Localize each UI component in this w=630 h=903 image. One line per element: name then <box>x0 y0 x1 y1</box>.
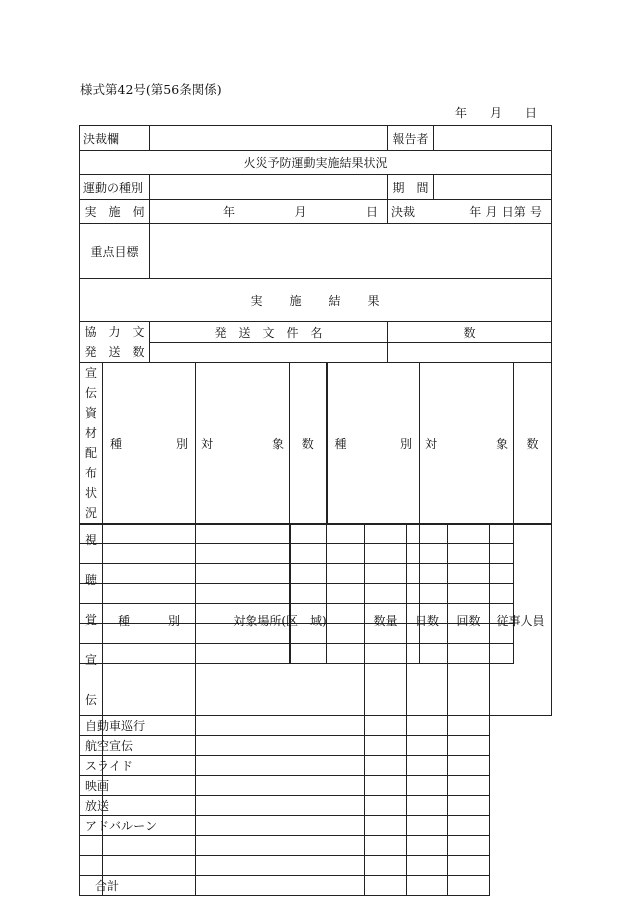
av-cell[interactable] <box>103 776 196 796</box>
av-cell[interactable] <box>407 716 448 736</box>
audiovisual-table <box>79 524 552 896</box>
period-label: 期 間 <box>388 175 434 200</box>
av-type-cell: ス ラ イ ド <box>80 756 103 776</box>
av-total-cell[interactable] <box>196 876 365 896</box>
av-total-cell[interactable] <box>448 876 490 896</box>
decision-date-field[interactable] <box>388 200 552 224</box>
av-type-cell: 映 画 <box>80 776 103 796</box>
av-cell[interactable] <box>448 796 490 816</box>
av-staff-header: 従事人員 <box>490 525 552 716</box>
reporter-label: 報告者 <box>388 126 434 151</box>
av-row <box>80 836 552 856</box>
av-cell[interactable] <box>448 736 490 756</box>
materials-side-label: 宣 伝 資 材 配 布 状 況 <box>80 363 103 524</box>
campaign-type-field[interactable] <box>150 175 388 200</box>
av-cell[interactable] <box>407 856 448 876</box>
approval-field[interactable] <box>150 126 388 151</box>
campaign-type-label: 運動の種別 <box>80 175 150 200</box>
av-row <box>80 756 552 776</box>
av-row <box>80 776 552 796</box>
focus-label: 重点目標 <box>80 224 150 279</box>
approval-label: 決裁欄 <box>80 126 150 151</box>
av-row <box>80 816 552 836</box>
count-header-2: 数 <box>514 363 552 524</box>
doc-name-field[interactable] <box>150 343 388 363</box>
av-type-cell <box>80 836 103 856</box>
date-month: 月 <box>490 106 503 120</box>
focus-field[interactable] <box>150 224 552 279</box>
av-cell[interactable] <box>365 816 407 836</box>
av-cell[interactable] <box>448 816 490 836</box>
av-cell[interactable] <box>365 756 407 776</box>
av-cell[interactable] <box>407 776 448 796</box>
av-cell[interactable] <box>103 856 196 876</box>
type-header-2: 種 別 <box>327 363 420 524</box>
av-row <box>80 716 552 736</box>
av-cell[interactable] <box>365 796 407 816</box>
av-total-cell[interactable] <box>407 876 448 896</box>
reporter-field[interactable] <box>434 126 552 151</box>
av-cell[interactable] <box>448 836 490 856</box>
av-cell[interactable] <box>365 776 407 796</box>
av-cell[interactable] <box>196 856 365 876</box>
av-row <box>80 736 552 756</box>
av-cell[interactable] <box>407 736 448 756</box>
av-times-header: 回数 <box>448 525 490 716</box>
inquiry-month: 月 <box>294 205 307 219</box>
av-quantity-header: 数量 <box>365 525 407 716</box>
av-cell[interactable] <box>196 776 365 796</box>
av-cell[interactable] <box>365 836 407 856</box>
inquiry-label: 実 施 伺 <box>80 200 150 224</box>
av-cell[interactable] <box>196 816 365 836</box>
av-cell[interactable] <box>365 856 407 876</box>
form-title: 火災予防運動実施結果状況 <box>80 151 552 175</box>
av-row <box>80 796 552 816</box>
av-cell[interactable] <box>407 836 448 856</box>
av-days-header: 日数 <box>407 525 448 716</box>
count-header: 数 <box>290 363 327 524</box>
inquiry-day: 日 <box>365 205 378 219</box>
av-cell[interactable] <box>103 796 196 816</box>
av-cell[interactable] <box>196 756 365 776</box>
form-number: 様式第42号(第56条関係) <box>80 82 222 97</box>
inquiry-year: 年 <box>223 205 236 219</box>
doc-name-header: 発 送 文 件 名 <box>150 322 388 343</box>
av-cell[interactable] <box>196 796 365 816</box>
decision-day-no: 日第 <box>501 205 526 219</box>
av-type-cell: 航 空 宣 伝 <box>80 736 103 756</box>
av-cell[interactable] <box>196 836 365 856</box>
av-type-cell <box>80 856 103 876</box>
av-header-row <box>80 525 552 716</box>
av-type-cell: ア ド バ ル ー ン <box>80 816 103 836</box>
av-cell[interactable] <box>448 716 490 736</box>
av-cell[interactable] <box>365 716 407 736</box>
av-cell[interactable] <box>196 716 365 736</box>
date-year: 年 <box>455 106 468 120</box>
period-field[interactable] <box>434 175 552 200</box>
inquiry-date-field[interactable] <box>150 200 388 224</box>
target-header: 対 象 <box>196 363 290 524</box>
av-side-label: 視 聴 覚 宣 伝 <box>80 525 103 716</box>
av-cell[interactable] <box>407 796 448 816</box>
av-cell[interactable] <box>407 816 448 836</box>
av-type-cell: 自 動 車 巡 行 <box>80 716 103 736</box>
av-cell[interactable] <box>407 756 448 776</box>
decision-number: 号 <box>529 205 542 219</box>
documents-label: 協 力 文 発 送 数 <box>80 322 150 363</box>
av-row <box>80 856 552 876</box>
doc-count-header: 数 <box>388 322 552 343</box>
doc-count-field[interactable] <box>388 343 552 363</box>
av-cell[interactable] <box>103 836 196 856</box>
av-cell[interactable] <box>365 736 407 756</box>
av-total-row <box>80 876 552 896</box>
date-day: 日 <box>525 106 538 120</box>
av-cell[interactable] <box>448 756 490 776</box>
type-header: 種 別 <box>103 363 196 524</box>
av-area-header: 対象場所(区 域) <box>196 525 365 716</box>
av-type-header: 種 別 <box>103 525 196 716</box>
target-header-2: 対 象 <box>420 363 514 524</box>
decision-year: 年 <box>469 205 482 219</box>
av-cell[interactable] <box>196 736 365 756</box>
av-total-cell[interactable] <box>365 876 407 896</box>
av-type-cell: 放 送 <box>80 796 103 816</box>
av-cell[interactable] <box>448 856 490 876</box>
av-cell[interactable] <box>448 776 490 796</box>
report-upper-table <box>79 125 552 363</box>
av-total-label: 合 計 <box>80 876 103 896</box>
decision-label: 決裁 <box>391 205 416 219</box>
results-title: 実 施 結 果 <box>80 279 552 322</box>
decision-month: 月 <box>485 205 498 219</box>
